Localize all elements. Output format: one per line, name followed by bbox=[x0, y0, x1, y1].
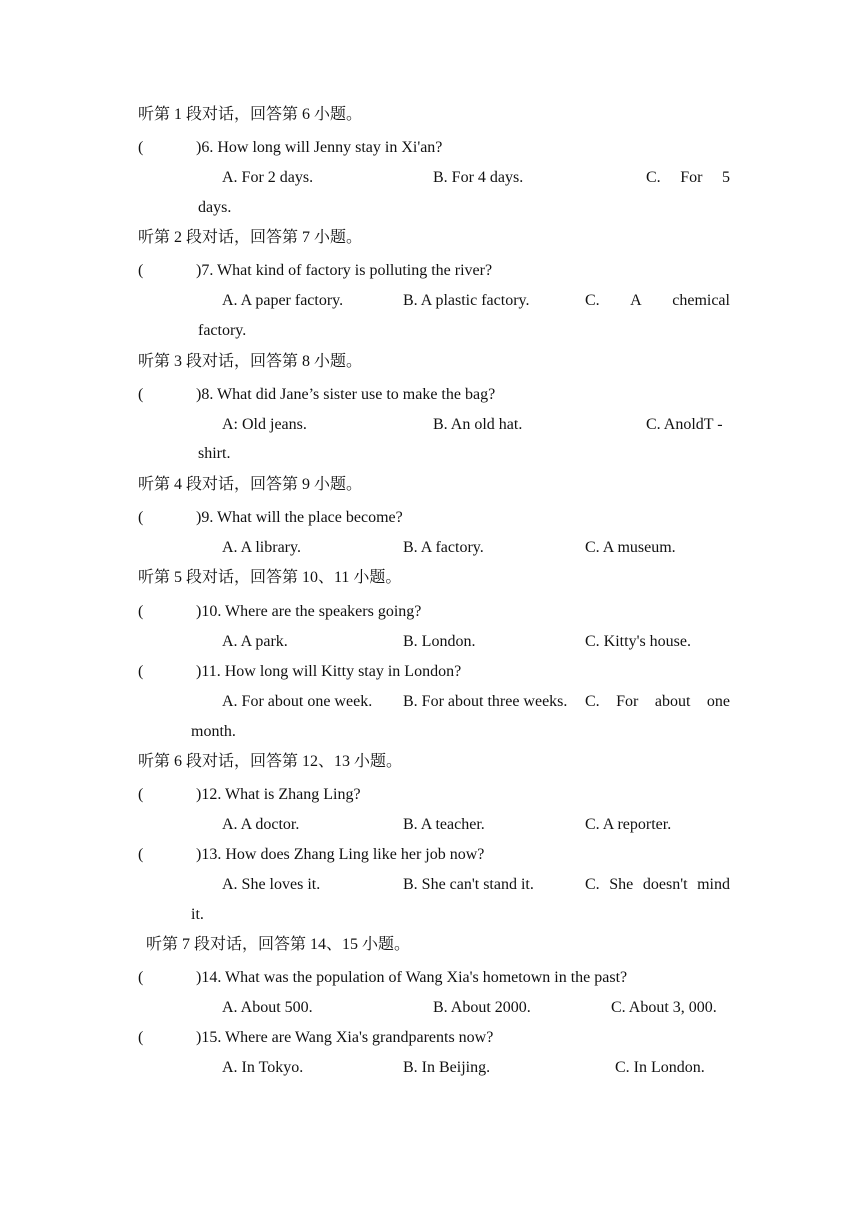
option-c-word: A bbox=[630, 292, 642, 309]
answer-paren: ( bbox=[138, 663, 144, 680]
question-text: )9. What will the place become? bbox=[196, 509, 403, 526]
section-label: 听第 3 段对话，回答第 8 小题。 bbox=[138, 353, 363, 370]
section-label: 听第 2 段对话，回答第 7 小题。 bbox=[138, 229, 363, 246]
answer-paren: ( bbox=[138, 603, 144, 620]
option-c-word: She bbox=[609, 876, 634, 893]
option-a: A. A paper factory. bbox=[222, 292, 344, 309]
option-c-continued: shirt. bbox=[198, 445, 231, 462]
answer-paren: ( bbox=[138, 786, 144, 803]
answer-paren: ( bbox=[138, 139, 144, 156]
option-a: A. For 2 days. bbox=[222, 169, 314, 186]
option-c-word: For bbox=[680, 169, 703, 186]
question-text: )12. What is Zhang Ling? bbox=[196, 786, 361, 803]
option-c bbox=[585, 293, 730, 309]
option-b: B. About 2000. bbox=[433, 999, 531, 1016]
option-a: A. About 500. bbox=[222, 999, 313, 1016]
answer-paren: ( bbox=[138, 969, 144, 986]
option-c-word: C. bbox=[585, 876, 600, 893]
option-a: A. A park. bbox=[222, 633, 288, 650]
option-a: A. A library. bbox=[222, 539, 301, 556]
option-c: C. In London. bbox=[615, 1059, 705, 1076]
option-c: C. AnoldT - bbox=[646, 416, 723, 433]
option-a: A: Old jeans. bbox=[222, 416, 307, 433]
question-text: )13. How does Zhang Ling like her job now? bbox=[196, 846, 485, 863]
option-c-continued: days. bbox=[198, 199, 232, 216]
section-label: 听第 7 段对话，回答第 14、15 小题。 bbox=[146, 936, 411, 953]
option-b: B. A plastic factory. bbox=[403, 292, 530, 309]
question-text: )7. What kind of factory is polluting the river? bbox=[196, 262, 493, 279]
question-text: )15. Where are Wang Xia's grandparents now? bbox=[196, 1029, 494, 1046]
option-c-word: about bbox=[654, 693, 691, 710]
option-b: B. A teacher. bbox=[403, 816, 485, 833]
answer-paren: ( bbox=[138, 846, 144, 863]
option-c-continued: it. bbox=[191, 906, 204, 923]
option-c-word: mind bbox=[697, 876, 730, 893]
option-b: B. An old hat. bbox=[433, 416, 523, 433]
option-b: B. For 4 days. bbox=[433, 169, 524, 186]
option-b: B. For about three weeks. bbox=[403, 693, 568, 710]
option-a: A. She loves it. bbox=[222, 876, 321, 893]
option-c bbox=[585, 877, 730, 893]
answer-paren: ( bbox=[138, 386, 144, 403]
option-a: A. In Tokyo. bbox=[222, 1059, 304, 1076]
option-b: B. A factory. bbox=[403, 539, 484, 556]
section-label: 听第 6 段对话，回答第 12、13 小题。 bbox=[138, 753, 403, 770]
option-c-word: 5 bbox=[722, 169, 730, 186]
section-label: 听第 4 段对话，回答第 9 小题。 bbox=[138, 476, 363, 493]
option-c: C. About 3, 000. bbox=[611, 999, 717, 1016]
option-c-word: For bbox=[616, 693, 639, 710]
section-label: 听第 5 段对话，回答第 10、11 小题。 bbox=[138, 569, 402, 586]
option-c-continued: month. bbox=[191, 723, 236, 740]
answer-paren: ( bbox=[138, 509, 144, 526]
option-c-word: doesn't bbox=[642, 876, 688, 893]
option-c bbox=[585, 694, 730, 710]
option-b: B. London. bbox=[403, 633, 476, 650]
option-a: A. For about one week. bbox=[222, 693, 373, 710]
question-text: )11. How long will Kitty stay in London? bbox=[196, 663, 462, 680]
section-label: 听第 1 段对话，回答第 6 小题。 bbox=[138, 106, 363, 123]
option-c-word: one bbox=[706, 693, 730, 710]
option-c-word: C. bbox=[646, 169, 661, 186]
option-a: A. A doctor. bbox=[222, 816, 300, 833]
option-b: B. She can't stand it. bbox=[403, 876, 534, 893]
question-text: )14. What was the population of Wang Xia's hometown in the past? bbox=[196, 969, 628, 986]
option-c-word: C. bbox=[585, 292, 600, 309]
option-c-word: C. bbox=[585, 693, 600, 710]
option-c-word: chemical bbox=[672, 292, 730, 309]
question-text: )6. How long will Jenny stay in Xi'an? bbox=[196, 139, 443, 156]
answer-paren: ( bbox=[138, 262, 144, 279]
question-text: )10. Where are the speakers going? bbox=[196, 603, 422, 620]
question-text: )8. What did Jane’s sister use to make the bag? bbox=[196, 386, 496, 403]
option-c bbox=[646, 170, 730, 186]
option-c-continued: factory. bbox=[198, 322, 247, 339]
option-c: C. A reporter. bbox=[585, 816, 672, 833]
option-c: C. A museum. bbox=[585, 539, 676, 556]
option-b: B. In Beijing. bbox=[403, 1059, 491, 1076]
option-c: C. Kitty's house. bbox=[585, 633, 691, 650]
answer-paren: ( bbox=[138, 1029, 144, 1046]
